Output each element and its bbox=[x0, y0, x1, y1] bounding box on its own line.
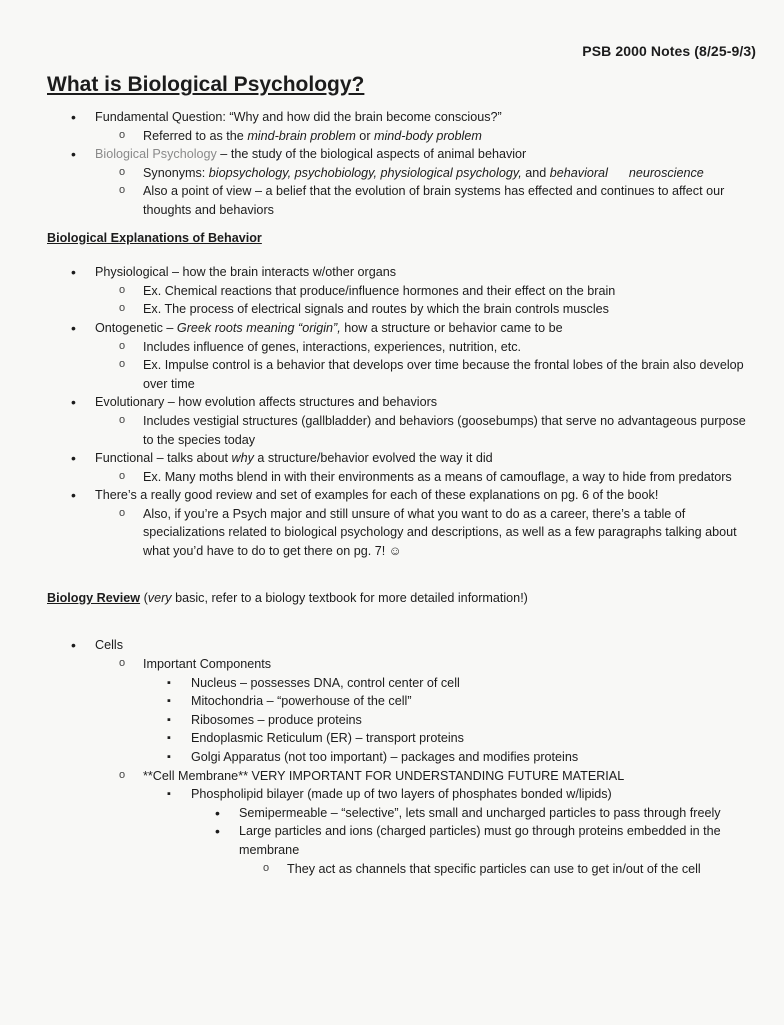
list-item: o **Cell Membrane** VERY IMPORTANT FOR UNDERSTANDING FUTURE MATERIAL ▪ Phospholipid bilayer (made up of two layers of phosphates bonded w/lipids) • Semipermeable – “selective”, lets small and uncharged particles to pass through freely • Large particles and ions (charged particles) must go through proteins embedded in the membrane o They act as channels that specific particles can use to get in/out of the cell bbox=[95, 767, 759, 879]
list-item: o Includes vestigial structures (gallbladder) and behaviors (goosebumps) that serve no advantageous purpose to the species today bbox=[95, 412, 759, 449]
list-item: • Physiological – how the brain interacts w/other organs o Ex. Chemical reactions that produce/influence hormones and their effect on the brain o Ex. The process of electrical signals and routes by which the brain controls muscles bbox=[47, 263, 759, 319]
list-item: o Ex. The process of electrical signals and routes by which the brain controls muscles bbox=[95, 300, 759, 319]
section-heading-explanations: Biological Explanations of Behavior bbox=[47, 230, 262, 245]
list-item: • There’s a really good review and set of examples for each of these explanations on pg. 6 of the book! o Also, if you’re a Psych major and still unsure of what you want to do as a career, there’s a table of specializations related to biological psychology and descriptions, as well as a few paragraphs talking about what you’d have to do to get there on pg. 7! ☺ bbox=[47, 486, 759, 560]
list-item: o Ex. Impulse control is a behavior that develops over time because the frontal lobes of the brain also develop over time bbox=[95, 356, 759, 393]
intro-list bbox=[47, 108, 759, 220]
list-item: • Biological Psychology – the study of the biological aspects of animal behavior o Synonyms: biopsychology, psychobiology, physiological psychology, and behavioral neuroscience o Also a point of view – a belief that the evolution of brain systems has effected and continues to affect our thoughts and behaviors bbox=[47, 145, 759, 219]
list-item: • Large particles and ions (charged particles) must go through proteins embedded in the membrane o They act as channels that specific particles can use to get in/out of the cell bbox=[191, 822, 759, 878]
list-item: o Includes influence of genes, interactions, experiences, nutrition, etc. bbox=[95, 338, 759, 357]
list-item: • Semipermeable – “selective”, lets small and uncharged particles to pass through freely bbox=[191, 804, 759, 823]
section-heading-biology-review: Biology Review (very basic, refer to a biology textbook for more detailed information!) bbox=[47, 591, 528, 606]
list-item: • Ontogenetic – Greek roots meaning “origin”, how a structure or behavior came to be o Includes influence of genes, interactions, experiences, nutrition, etc. o Ex. Impulse control is a behavior that develops over time because the frontal lobes of the brain also develop over time bbox=[47, 319, 759, 393]
list-item: ▪ Golgi Apparatus (not too important) – packages and modifies proteins bbox=[143, 748, 759, 767]
list-item bbox=[47, 108, 759, 145]
bio-psych-term: Biological Psychology bbox=[95, 147, 217, 162]
biology-review-list bbox=[47, 636, 759, 878]
notes-body bbox=[47, 108, 759, 878]
list-item: o Important Components ▪ Nucleus – possesses DNA, control center of cell ▪ Mitochondria – “powerhouse of the cell” ▪ Ribosomes – produce proteins ▪ Endoplasmic Reticulum (ER) – transport proteins ▪ Golgi Apparatus (not too important) – packages and modifies proteins bbox=[95, 655, 759, 767]
list-item: o Also, if you’re a Psych major and still unsure of what you want to do as a career, there’s a table of specializations related to biological psychology and descriptions, as well as a few paragraphs talking about what you’d have to do to get there on pg. 7! ☺ bbox=[95, 505, 759, 561]
list-item: ▪ Ribosomes – produce proteins bbox=[143, 711, 759, 730]
list-item: o Also a point of view – a belief that the evolution of brain systems has effected and continues to affect our thoughts and behaviors bbox=[95, 182, 759, 219]
list-item: o They act as channels that specific particles can use to get in/out of the cell bbox=[239, 860, 759, 879]
list-item: • Cells o Important Components ▪ Nucleus – possesses DNA, control center of cell ▪ Mitochondria – “powerhouse of the cell” ▪ Ribosomes – produce proteins ▪ Endoplasmic Reticulum (ER) – transport proteins ▪ Golgi Apparatus (not too important) – packages and modifies proteins o **Cell Membrane** VERY IMPORTANT FOR UNDERSTANDING FUTURE MATERIAL ▪ Phospholipid bilayer (made up of two layers of phosphates bonded w/lipids) • Semipermeable – “selective”, lets small and uncharged particles to pass through freely • Large particles and ions (charged particles) must go through proteins embedded in the membrane o They act as channels that specific particles can use to get in/out of the cell bbox=[47, 636, 759, 878]
list-item: o Ex. Chemical reactions that produce/influence hormones and their effect on the brain bbox=[95, 282, 759, 301]
course-header: PSB 2000 Notes (8/25-9/3) bbox=[582, 43, 756, 59]
fundamental-question: Fundamental Question: “Why and how did the brain become conscious?” bbox=[95, 110, 502, 124]
list-item: ▪ Phospholipid bilayer (made up of two layers of phosphates bonded w/lipids) • Semipermeable – “selective”, lets small and uncharged particles to pass through freely • Large particles and ions (charged particles) must go through proteins embedded in the membrane o They act as channels that specific particles can use to get in/out of the cell bbox=[143, 785, 759, 878]
list-item: • Evolutionary – how evolution affects structures and behaviors o Includes vestigial structures (gallbladder) and behaviors (goosebumps) that serve no advantageous purpose to the species today bbox=[47, 393, 759, 449]
list-item: ▪ Nucleus – possesses DNA, control center of cell bbox=[143, 674, 759, 693]
list-item: o Referred to as the mind-brain problem or mind-body problem bbox=[95, 127, 759, 146]
list-item: o Ex. Many moths blend in with their environments as a means of camouflage, a way to hide from predators bbox=[95, 468, 759, 487]
page-title: What is Biological Psychology? bbox=[47, 73, 365, 96]
list-item: ▪ Endoplasmic Reticulum (ER) – transport proteins bbox=[143, 729, 759, 748]
list-item: • Functional – talks about why a structure/behavior evolved the way it did o Ex. Many moths blend in with their environments as a means of camouflage, a way to hide from predators bbox=[47, 449, 759, 486]
explanations-list bbox=[47, 263, 759, 561]
list-item: ▪ Mitochondria – “powerhouse of the cell” bbox=[143, 692, 759, 711]
list-item: o Synonyms: biopsychology, psychobiology, physiological psychology, and behavioral neuroscience bbox=[95, 164, 759, 183]
components-list bbox=[143, 674, 759, 767]
